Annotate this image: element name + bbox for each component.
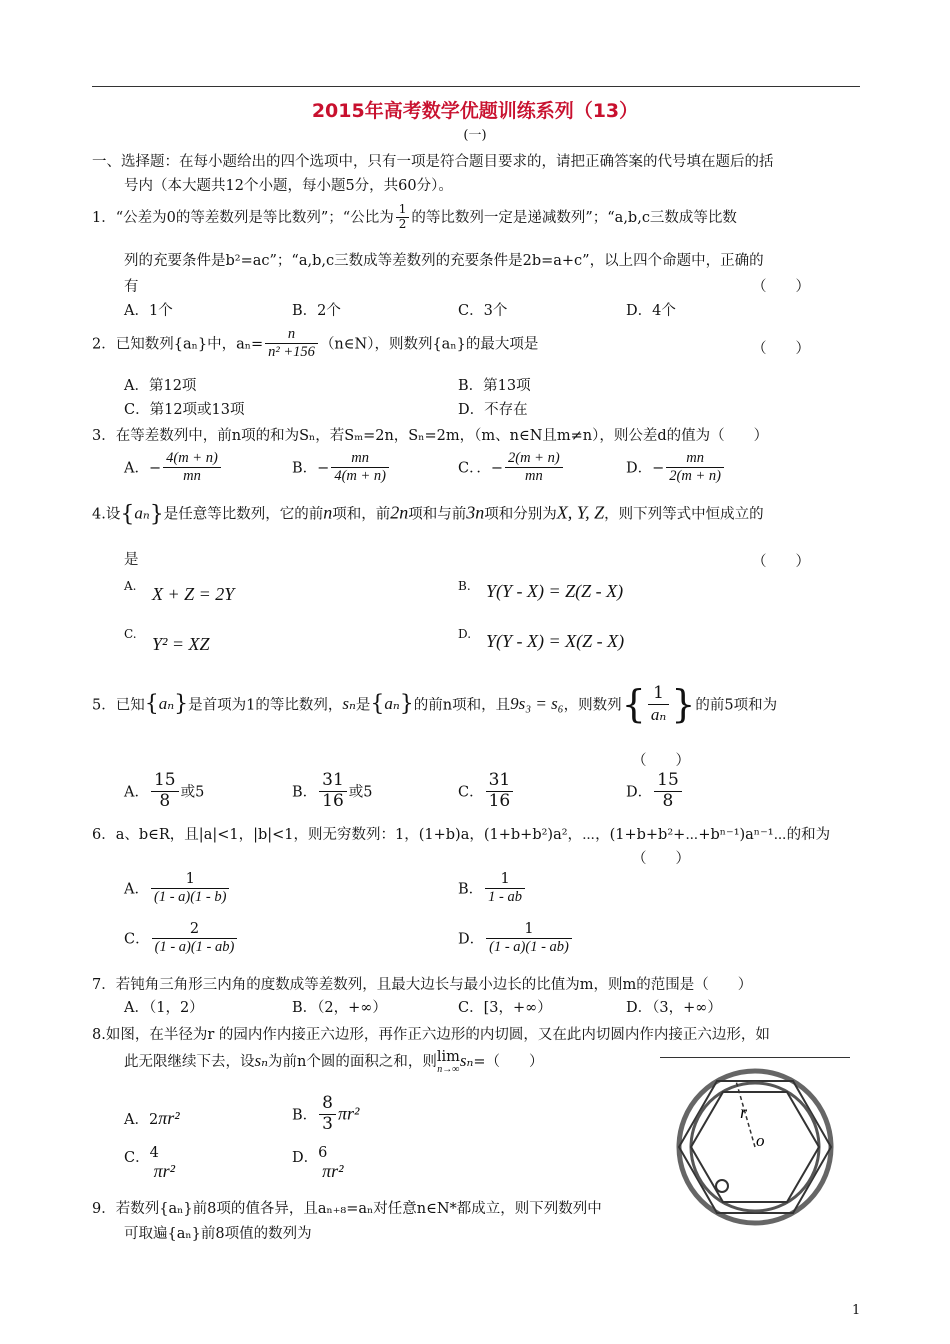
q5-frac-den: aₙ — [650, 704, 667, 724]
q2-answer-paren: （ ） — [752, 341, 810, 357]
q5-a-den: 8 — [159, 790, 171, 811]
q4-text-b: 是任意等比数列，它的前 — [163, 506, 324, 523]
q7-option-c: C．[3，+∞） — [458, 1000, 552, 1016]
q2-option-d: D．不存在 — [458, 402, 528, 418]
q2-frac-den: n² +156 — [268, 343, 315, 360]
question-1-line1 — [92, 203, 737, 232]
q3-a-label: A．− — [124, 460, 162, 477]
q6-c-den: (1 - a)(1 - ab) — [154, 938, 235, 955]
q5-seq: aₙ — [158, 694, 175, 713]
q1-option-c: C．3个 — [458, 303, 508, 319]
header-rule — [92, 86, 860, 87]
q5-brace1-open: { — [144, 691, 159, 717]
q4-text-c: 项和，前 — [332, 506, 391, 523]
q6-option-a — [124, 871, 231, 905]
question-4-line1 — [92, 502, 764, 527]
q8-text-b: 为前n个圆的面积之和，则 — [268, 1054, 437, 1070]
q7-option-a: A．（1，2） — [124, 1000, 204, 1016]
q5-option-c — [458, 771, 515, 811]
q4-option-b-expr: Y(Y - X) = Z(Z - X) — [486, 581, 624, 601]
q1-text-a: 1．“公差为0的等差数列是等比数列”；“公比为 — [92, 209, 394, 226]
q8-d-stack — [318, 1146, 343, 1182]
q8-d-label: D． — [292, 1150, 319, 1166]
q4-text-a: 4.设 — [92, 506, 121, 523]
question-1-line2: 列的充要条件是b²=ac”；“a,b,c三数成等差数列的充要条件是2b=a+c”，以上四个命题中，正确的 — [124, 253, 764, 269]
q4-seq: aₙ — [134, 503, 150, 523]
label-o: o — [756, 1131, 765, 1150]
q5-b-den: 16 — [322, 790, 344, 811]
small-mark — [716, 1180, 728, 1192]
q4-var-3n: 3n — [466, 502, 485, 523]
q4-option-a-label: A. — [124, 579, 137, 593]
q3-b-frac — [331, 450, 389, 484]
q1-frac-den: 2 — [398, 216, 407, 231]
q3-d-den: 2(m + n) — [669, 467, 721, 484]
q8-text-c: =（ ） — [473, 1054, 544, 1070]
q6-a-den: (1 - a)(1 - b) — [153, 888, 227, 905]
question-3-text: 3．在等差数列中，前n项的和为Sₙ，若Sₘ=2n，Sₙ=2m，（m、n∈N且m≠n），则公差d的值为（ ） — [92, 428, 769, 444]
q4-option-d-expr: Y(Y - X) = X(Z - X) — [486, 631, 625, 651]
q8-d-coef: 6 — [318, 1145, 328, 1161]
question-6-text: 6．a、b∈R，且|a|<1，|b|<1，则无穷数列：1，(1+b)a，(1+b+b²)a²，⋯，(1+b+b²+⋯+bⁿ⁻¹)aⁿ⁻¹⋯的和为 — [92, 827, 831, 843]
q5-text-d: 的前n项和，且 — [413, 697, 511, 714]
section-heading-line2: 号内（本大题共12个小题，每小题5分，共60分）。 — [124, 178, 453, 194]
q3-d-frac — [666, 450, 724, 484]
nested-circle-hexagon-figure — [660, 1055, 850, 1230]
q2-frac-num: n — [265, 326, 318, 344]
q5-text-b: 是首项为1的等比数列， — [188, 697, 343, 714]
q5-a-tail: 或5 — [180, 784, 205, 801]
q6-a-num: 1 — [151, 871, 229, 889]
q3-option-b — [292, 450, 391, 484]
q8-b-den: 3 — [322, 1113, 333, 1134]
q6-d-num: 1 — [486, 921, 572, 939]
q6-b-frac — [485, 871, 525, 905]
q2-text-a: 2．已知数列{aₙ}中，aₙ= — [92, 336, 264, 353]
q4-option-c-label: C. — [124, 627, 137, 641]
q5-fraction — [648, 684, 669, 724]
q4-option-c-expr: Y² = XZ — [152, 634, 210, 654]
q2-option-b: B．第13项 — [458, 378, 531, 394]
q6-answer-paren: （ ） — [632, 851, 690, 867]
q8-d-expr: πr² — [322, 1160, 344, 1181]
question-2-line1 — [92, 326, 538, 360]
q3-a-frac — [163, 450, 221, 484]
q5-option-d — [626, 771, 684, 811]
q5-sn: sₙ — [342, 694, 356, 713]
q1-answer-paren: （ ） — [752, 279, 810, 295]
q3-c-den: mn — [524, 467, 543, 484]
section-heading-line1: 一、选择题：在每小题给出的四个选项中，只有一项是符合题目要求的，请把正确答案的代号填在题后的括 — [92, 154, 774, 170]
q5-frac-num: 1 — [648, 684, 669, 705]
q5-d-label: D． — [626, 784, 653, 801]
q4-var-2n: 2n — [390, 502, 409, 523]
q5-b-num: 31 — [319, 771, 347, 792]
q2-fraction — [265, 326, 318, 360]
q3-c-num: 2(m + n) — [505, 450, 563, 468]
q8-lim-sub: n→∞ — [437, 1063, 460, 1075]
q5-text-c: 是 — [355, 697, 371, 714]
q5-a-label: A． — [124, 784, 149, 801]
q8-sn: sₙ — [254, 1051, 269, 1070]
question-9-line2: 可取遍{aₙ}前8项值的数列为 — [124, 1226, 312, 1242]
q8-b-num: 8 — [319, 1094, 336, 1115]
q4-text-d: 项和与前 — [408, 506, 467, 523]
label-r: r — [740, 1102, 748, 1122]
q3-option-a — [124, 450, 223, 484]
q8-sn-2: sₙ — [459, 1051, 474, 1070]
q2-text-b: （n∈N），则数列{aₙ}的最大项是 — [319, 336, 539, 353]
q6-b-den: 1 - ab — [488, 888, 522, 905]
q8-option-c — [124, 1146, 175, 1182]
question-8-line2 — [124, 1050, 544, 1075]
q8-b-label: B． — [292, 1107, 318, 1124]
q3-c-frac — [505, 450, 563, 484]
q4-text-f: ，则下列等式中恒成立的 — [604, 506, 764, 523]
q5-brace3-open: { — [621, 682, 646, 726]
question-9-line1: 9．若数列{aₙ}前8项的值各异，且aₙ₊₈=aₙ对任意n∈N*都成立，则下列数列中 — [92, 1201, 602, 1217]
q5-d-den: 8 — [662, 790, 674, 811]
page-subtitle: (一) — [463, 128, 487, 143]
q5-b-frac — [319, 771, 347, 811]
q4-var-xyz: X, Y, Z — [556, 502, 605, 523]
q5-b-tail: 或5 — [348, 784, 373, 801]
q8-c-coef: 4 — [149, 1145, 159, 1161]
page-title: 2015年高考数学优题训练系列（13） — [311, 100, 639, 122]
q1-frac-num: 1 — [396, 203, 410, 218]
q6-a-label: A． — [124, 881, 149, 898]
q8-a-expr: πr² — [158, 1108, 180, 1128]
q5-answer-paren: （ ） — [632, 753, 690, 769]
q5-d-num: 15 — [654, 771, 682, 792]
q3-a-num: 4(m + n) — [163, 450, 221, 468]
q8-b-expr: πr² — [337, 1103, 360, 1124]
q6-d-den: (1 - a)(1 - ab) — [489, 938, 569, 955]
q1-option-b: B．2个 — [292, 303, 341, 319]
q8-a-coef: 2 — [148, 1112, 159, 1128]
q1-option-d: D．4个 — [626, 303, 676, 319]
q6-d-label: D． — [458, 931, 485, 948]
q5-a-frac — [151, 771, 179, 811]
q6-c-label: C． — [124, 931, 150, 948]
q8-b-frac — [319, 1094, 336, 1134]
question-8-line1: 8.如图，在半径为r 的园内作内接正六边形，再作正六边形的内切圆，又在此内切圆内作内接正六边形，如 — [92, 1027, 770, 1043]
q6-option-c — [124, 921, 239, 955]
q2-option-a: A．第12项 — [124, 378, 197, 394]
q8-c-expr: πr² — [153, 1160, 176, 1181]
q5-c-frac — [486, 771, 514, 811]
q8-text-a: 此无限继续下去，设 — [124, 1054, 255, 1070]
q6-b-label: B． — [458, 881, 484, 898]
q6-d-frac — [486, 921, 572, 955]
q1-fraction — [396, 203, 410, 232]
q5-text-f: 的前5项和为 — [695, 697, 778, 714]
q3-b-den: 4(m + n) — [334, 467, 386, 484]
q3-a-den: mn — [183, 467, 201, 484]
q5-seq-2: aₙ — [384, 694, 400, 713]
q8-lim-word: lim — [436, 1049, 460, 1065]
q6-option-b — [458, 871, 527, 905]
q1-text-b: 的等比数列一定是递减数列”；“a,b,c三数成等比数 — [411, 209, 737, 226]
question-4-line2: 是 — [124, 552, 139, 568]
q6-c-frac — [152, 921, 238, 955]
q8-option-b — [292, 1094, 359, 1134]
q5-brace2-close: } — [399, 691, 414, 717]
q3-c-label: C．．− — [458, 460, 503, 477]
q5-text-e: ，则数列 — [563, 697, 622, 714]
q3-b-label: B．− — [292, 460, 330, 477]
q3-d-num: mn — [666, 450, 724, 468]
q6-b-num: 1 — [485, 871, 525, 889]
q5-option-b — [292, 771, 373, 811]
q8-c-label: C． — [124, 1150, 150, 1166]
q4-text-e: 项和分别为 — [484, 506, 557, 523]
q5-condition: 9s₃ = s₆ — [510, 694, 564, 713]
q2-option-c: C．第12项或13项 — [124, 402, 245, 418]
page-number: 1 — [852, 1303, 861, 1318]
q5-c-num: 31 — [486, 771, 514, 792]
q7-option-d: D．（3，+∞） — [626, 1000, 722, 1016]
q6-a-frac — [151, 871, 229, 905]
q5-brace1-close: } — [174, 691, 189, 717]
q4-brace-open: { — [120, 502, 135, 527]
question-7-text: 7．若钝角三角形三内角的度数成等差数列，且最大边长与最小边长的比值为m，则m的范围是（ ） — [92, 977, 753, 993]
q5-a-num: 15 — [151, 771, 179, 792]
q5-text-a: 5．已知 — [92, 697, 145, 714]
q4-option-b-label: B. — [458, 579, 471, 593]
q3-option-d — [626, 450, 726, 484]
q5-c-den: 16 — [488, 790, 511, 811]
q4-brace-close: } — [149, 502, 164, 527]
q3-option-c — [458, 450, 565, 484]
q5-brace2-open: { — [370, 691, 385, 717]
q8-a-label: A． — [124, 1112, 149, 1128]
q1-option-a: A．1个 — [124, 303, 173, 319]
q4-option-a-expr: X + Z = 2Y — [152, 584, 235, 604]
q8-option-a — [124, 1108, 180, 1129]
q8-c-stack — [150, 1146, 175, 1182]
q5-brace3-close: } — [671, 682, 696, 726]
q8-limit — [437, 1050, 460, 1075]
q6-c-num: 2 — [152, 921, 238, 939]
q4-var-n: n — [323, 502, 333, 523]
q6-option-d — [458, 921, 574, 955]
q5-b-label: B． — [292, 784, 318, 801]
q4-option-d-label: D. — [458, 627, 472, 641]
q5-d-frac — [654, 771, 682, 811]
question-5-line1 — [92, 682, 777, 726]
question-1-line3: 有 — [124, 279, 139, 295]
q4-answer-paren: （ ） — [752, 554, 810, 570]
q3-d-label: D．− — [626, 460, 665, 477]
q5-c-label: C． — [458, 784, 484, 801]
q8-option-d — [292, 1146, 344, 1182]
q3-b-num: mn — [331, 450, 389, 468]
q7-option-b: B．（2，+∞） — [292, 1000, 387, 1016]
q5-option-a — [124, 771, 204, 811]
